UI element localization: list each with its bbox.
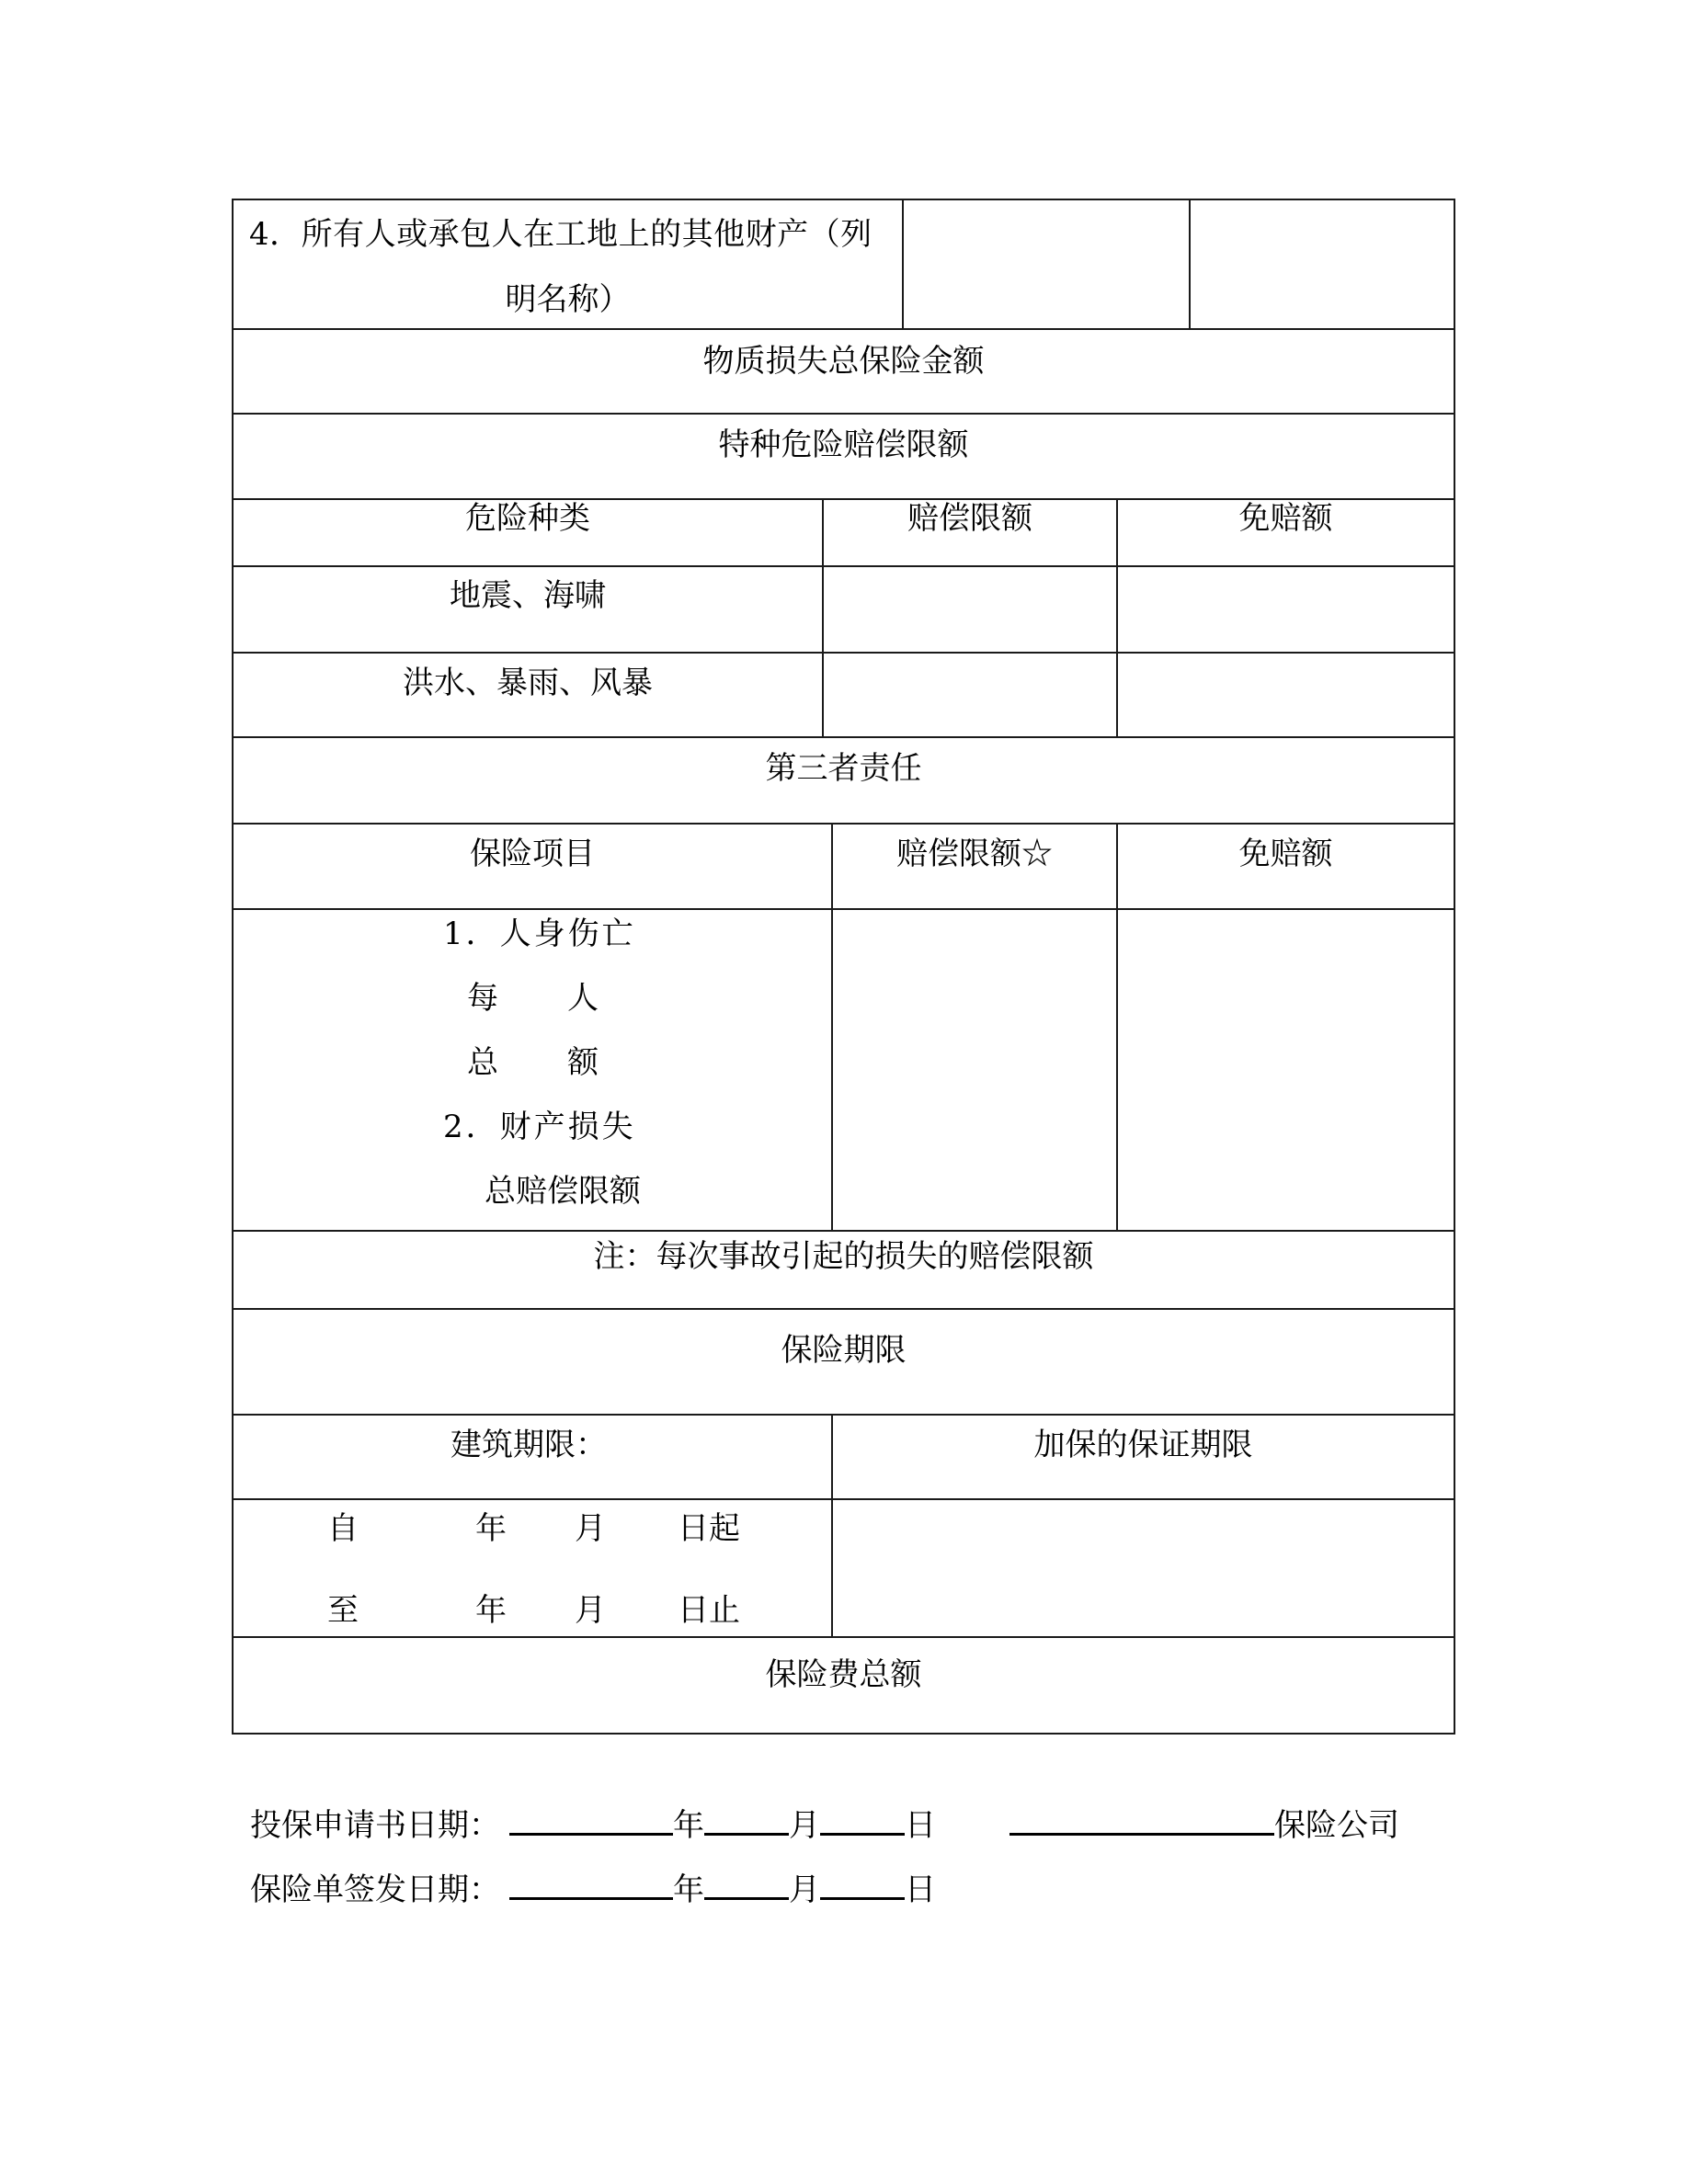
application-day-blank[interactable]: [820, 1802, 905, 1836]
risk-limit-header-label: 赔偿限额: [907, 500, 1032, 537]
application-year-label: 年: [673, 1807, 704, 1844]
premium-total-cell: [232, 1636, 1455, 1735]
risk-type-earthquake: 地震、海啸: [450, 577, 606, 614]
risk-limit-cell-earthquake[interactable]: [822, 565, 1118, 654]
period-from-suffix[interactable]: 日起: [678, 1510, 740, 1547]
property-damage-label: 2．财产损失: [443, 1109, 636, 1145]
third-party-limit-header-label: 赔偿限额☆: [896, 836, 1053, 872]
third-party-limit-cell[interactable]: [831, 908, 1118, 1232]
application-month-blank[interactable]: [704, 1802, 789, 1836]
bodily-injury-label: 1．人身伤亡: [443, 916, 636, 952]
construction-period-header: [232, 1414, 833, 1500]
risk-deductible-cell-flood[interactable]: [1116, 652, 1455, 738]
per-person-label-b: 人: [567, 980, 599, 1017]
risk-deductible-header: [1116, 498, 1455, 567]
period-to-month[interactable]: 月: [575, 1592, 606, 1629]
guarantee-period-value-cell[interactable]: [831, 1498, 1455, 1638]
risk-type-header-label: 危险种类: [465, 500, 590, 537]
note-text: 注：每次事故引起的损失的赔偿限额: [593, 1238, 1094, 1275]
insurance-company-blank[interactable]: [1009, 1802, 1274, 1836]
risk-limit-header: [822, 498, 1118, 567]
application-date-label: 投保申请书日期：: [250, 1807, 500, 1844]
insured-item-header-label: 保险项目: [470, 836, 595, 872]
risk-limit-cell-flood[interactable]: [822, 652, 1118, 738]
period-from-prefix: 自: [327, 1510, 359, 1547]
other-property-extra-cell[interactable]: [1189, 199, 1455, 330]
risk-type-cell-earthquake: [232, 565, 824, 654]
period-title-cell: [232, 1308, 1455, 1416]
special-risk-title: 特种危险赔偿限额: [718, 427, 969, 463]
insurance-company-label: 保险公司: [1274, 1807, 1399, 1844]
issue-day-label: 日: [905, 1871, 936, 1908]
guarantee-period-header: [831, 1414, 1455, 1500]
third-party-items-cell: [232, 908, 833, 1232]
third-party-title-cell: [232, 736, 1455, 825]
risk-type-header: [232, 498, 824, 567]
construction-period-label: 建筑期限：: [451, 1427, 607, 1463]
period-to-year[interactable]: 年: [475, 1592, 507, 1629]
total-amount-label-a: 总: [467, 1044, 498, 1081]
period-to-prefix: 至: [327, 1592, 359, 1629]
other-property-label-line1: 4．所有人或承包人在工地上的其他财产（列: [249, 216, 873, 253]
third-party-limit-header: [831, 823, 1118, 910]
guarantee-period-label: 加保的保证期限: [1033, 1427, 1253, 1463]
other-property-label-line2: 明名称）: [505, 281, 631, 318]
third-party-deductible-cell[interactable]: [1116, 908, 1455, 1232]
policy-issue-date-label: 保险单签发日期：: [250, 1871, 500, 1908]
application-day-label: 日: [905, 1807, 936, 1844]
application-month-label: 月: [789, 1807, 820, 1844]
issue-month-label: 月: [789, 1871, 820, 1908]
total-limit-label: 总赔偿限额: [485, 1173, 641, 1210]
per-person-label-a: 每: [467, 980, 498, 1017]
application-date-line: [250, 1802, 1399, 1844]
risk-deductible-header-label: 免赔额: [1238, 500, 1333, 537]
special-risk-title-cell: [232, 413, 1455, 500]
period-from-year[interactable]: 年: [475, 1510, 507, 1547]
total-material-sum-cell: [232, 328, 1455, 415]
period-to-suffix[interactable]: 日止: [678, 1592, 740, 1629]
other-property-amount-cell[interactable]: [902, 199, 1191, 330]
note-cell: [232, 1230, 1455, 1310]
other-property-label-cell: [232, 199, 904, 330]
risk-type-flood: 洪水、暴雨、风暴: [403, 665, 653, 701]
risk-type-cell-flood: [232, 652, 824, 738]
insured-item-header: [232, 823, 833, 910]
policy-issue-date-line: [250, 1866, 936, 1908]
total-amount-label-b: 额: [567, 1044, 599, 1081]
issue-month-blank[interactable]: [704, 1866, 789, 1900]
premium-total-label: 保险费总额: [765, 1656, 922, 1693]
construction-period-dates-cell: [232, 1498, 833, 1638]
third-party-deductible-header: [1116, 823, 1455, 910]
issue-year-label: 年: [673, 1871, 704, 1908]
period-from-month[interactable]: 月: [575, 1510, 606, 1547]
risk-deductible-cell-earthquake[interactable]: [1116, 565, 1455, 654]
issue-year-blank[interactable]: [509, 1866, 673, 1900]
issue-day-blank[interactable]: [820, 1866, 905, 1900]
application-year-blank[interactable]: [509, 1802, 673, 1836]
period-title: 保险期限: [781, 1332, 907, 1369]
third-party-deductible-header-label: 免赔额: [1238, 836, 1333, 872]
third-party-title: 第三者责任: [765, 750, 922, 787]
total-material-sum-label: 物质损失总保险金额: [702, 343, 985, 380]
